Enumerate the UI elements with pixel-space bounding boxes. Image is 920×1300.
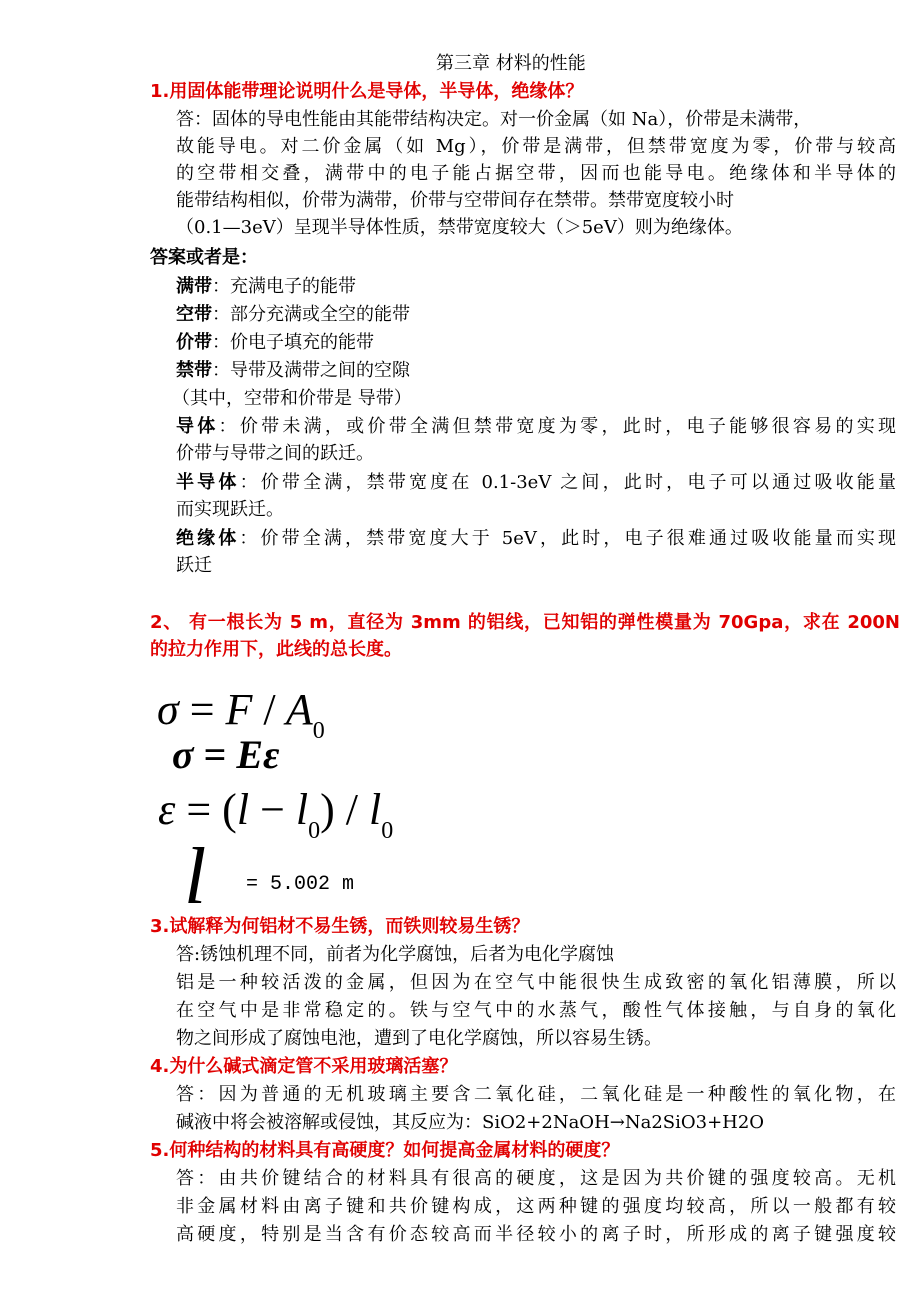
eq-symbol: /: [345, 785, 359, 834]
conductor-definition-cont: 价带与导带之间的跃迁。: [176, 443, 374, 464]
question-4: 4.为什么碱式滴定管不采用玻璃活塞？: [150, 1056, 458, 1077]
eq-symbol: l: [369, 785, 382, 834]
alt-answer-heading: 答案或者是：: [150, 247, 258, 268]
definition-text: ：充满电子的能带: [212, 276, 356, 297]
answer-3-line: 答:锈蚀机理不同，前者为化学腐蚀，后者为电化学腐蚀: [176, 944, 615, 965]
definition-term: 导体: [176, 416, 219, 437]
question-2: 2、 有一根长为 5 m，直径为 3mm 的铝线，已知铝的弹性模量为 70Gpa，求在 200N: [150, 612, 900, 633]
eq-symbol: l: [295, 785, 309, 834]
insulator-definition-cont: 跃迁: [176, 555, 212, 576]
conductor-definition: [176, 415, 896, 439]
eq-symbol: σ: [172, 732, 194, 777]
eq-symbol: /: [263, 685, 276, 734]
band-note: （其中，空带和价带是 导带）: [172, 388, 412, 409]
definition-text: ：价电子填充的能带: [212, 332, 374, 353]
answer-3-line: 在空气中是非常稳定的。铁与空气中的水蒸气，酸性气体接触，与自身的氧化: [176, 1000, 896, 1021]
answer-4-line: 答：因为普通的无机玻璃主要含二氧化硅，二氧化硅是一种酸性的氧化物，在: [176, 1084, 896, 1105]
definition-term: 绝缘体: [176, 528, 240, 549]
eq-symbol: ε: [158, 785, 176, 834]
question-5: 5.何种结构的材料具有高硬度？如何提高金属材料的硬度？: [150, 1140, 620, 1161]
definition-forbidden-band: [176, 359, 410, 383]
eq-subscript: 0: [381, 818, 394, 844]
eq-symbol: =: [189, 685, 215, 734]
eq-symbol: −: [260, 785, 285, 834]
insulator-definition: [176, 527, 896, 551]
definition-text: ：导带及满带之间的空隙: [212, 360, 410, 381]
answer-4-line: 碱液中将会被溶解或侵蚀，其反应为：SiO2+2NaOH→Na2SiO3+H2O: [176, 1112, 765, 1133]
question-1: 1.用固体能带理论说明什么是导体，半导体，绝缘体？: [150, 81, 584, 102]
definition-text: ：部分充满或全空的能带: [212, 304, 410, 325]
semiconductor-definition-cont: 而实现跃迁。: [176, 499, 284, 520]
eq-symbol: (: [222, 785, 237, 834]
answer-1-line: （0.1—3eV）呈现半导体性质，禁带宽度较大（＞5eV）则为绝缘体。: [176, 217, 743, 238]
answer-1-line: 故能导电。对二价金属（如 Mg），价带是满带，但禁带宽度为零，价带与较高: [176, 136, 896, 157]
eq-symbol: =: [203, 732, 227, 777]
definition-term: 空带: [176, 304, 212, 325]
definition-full-band: [176, 275, 356, 299]
eq-subscript: 0: [308, 818, 321, 844]
definition-empty-band: [176, 303, 410, 327]
definition-term: 半导体: [176, 472, 240, 493]
definition-term: 满带: [176, 276, 212, 297]
chapter-title: 第三章 材料的性能: [436, 53, 586, 74]
eq-symbol: l: [236, 785, 250, 834]
eq-symbol: F: [225, 685, 253, 734]
question-2-cont: 的拉力作用下，此线的总长度。: [150, 639, 402, 660]
eq-symbol: σ: [157, 685, 179, 734]
semiconductor-definition: [176, 471, 896, 495]
answer-3-line: 铝是一种较活泼的金属，但因为在空气中能很快生成致密的氧化铝薄膜，所以: [176, 972, 896, 993]
eq-symbol: ): [320, 785, 335, 834]
equation-hooke: [172, 728, 279, 782]
answer-5-line: 非金属材料由离子键和共价键构成，这两种键的强度均较高，所以一般都有较: [176, 1196, 896, 1217]
answer-5-line: 答：由共价键结合的材料具有很高的硬度，这是因为共价键的强度较高。无机: [176, 1168, 896, 1189]
eq-symbol: Eε: [236, 732, 280, 777]
result-length-value: = 5.002 m: [246, 873, 355, 896]
answer-1-line: 的空带相交叠，满带中的电子能占据空带，因而也能导电。绝缘体和半导体的: [176, 163, 896, 184]
definition-text: ：价带未满，或价带全满但禁带宽度为零，此时，电子能够很容易的实现: [218, 416, 896, 437]
answer-1-line: 答：固体的导电性能由其能带结构决定。对一价金属（如 Na），价带是未满带，: [176, 109, 812, 130]
definition-term: 禁带: [176, 360, 212, 381]
definition-term: 价带: [176, 332, 212, 353]
definition-text: ：价带全满，禁带宽度在 0.1-3eV 之间，此时，电子可以通过吸收能量: [239, 472, 896, 493]
answer-5-line: 高硬度，特别是当含有价态较高而半径较小的离子时，所形成的离子键强度较: [176, 1224, 896, 1245]
eq-symbol: A: [285, 685, 313, 734]
eq-symbol: =: [186, 785, 212, 834]
definition-valence-band: [176, 331, 374, 355]
definition-text: ：价带全满，禁带宽度大于 5eV，此时，电子很难通过吸收能量而实现: [239, 528, 897, 549]
answer-1-line: 能带结构相似，价带为满带，价带与空带间存在禁带。禁带宽度较小时: [176, 190, 734, 211]
answer-3-line: 物之间形成了腐蚀电池，遭到了电化学腐蚀，所以容易生锈。: [176, 1028, 662, 1049]
question-3: 3.试解释为何铝材不易生锈，而铁则较易生锈？: [150, 916, 530, 937]
result-length-symbol: l: [184, 833, 207, 921]
eq-subscript: 0: [312, 718, 325, 744]
